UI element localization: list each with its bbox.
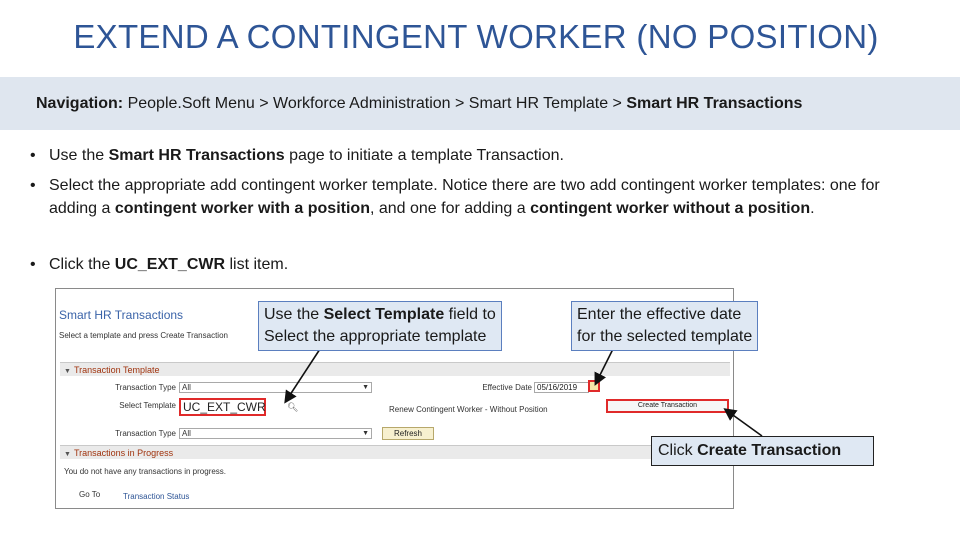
transaction-type-dropdown-2[interactable] <box>179 428 372 439</box>
section-title: Transaction Template <box>73 365 160 375</box>
template-description: Renew Contingent Worker - Without Position <box>389 405 548 414</box>
navigation-path <box>36 95 802 113</box>
page-subtitle: Select a template and press Create Transaction <box>59 331 228 340</box>
transaction-type-label: Transaction Type <box>115 383 176 392</box>
select-template-input[interactable]: UC_EXT_CWR <box>179 398 266 416</box>
navigation-trail: People.Soft Menu > Workforce Administration > Smart HR Template > <box>123 95 627 112</box>
bullet-2 <box>30 174 910 220</box>
callout-text: field to <box>444 306 496 323</box>
refresh-button[interactable]: Refresh <box>382 427 434 440</box>
dropdown-value: All <box>182 429 191 438</box>
section-title: Transactions in Progress <box>73 448 174 458</box>
callout-text: Click <box>658 442 698 459</box>
bullet-dot: • <box>30 147 36 164</box>
callout-select-template <box>258 301 502 351</box>
create-transaction-button[interactable]: Create Transaction <box>606 399 729 413</box>
dropdown-value: All <box>182 383 191 392</box>
transaction-status-link[interactable]: Transaction Status <box>123 492 190 501</box>
no-transactions-message: You do not have any transactions in progress. <box>64 467 227 476</box>
bullet-bold: UC_EXT_CWR <box>114 256 226 273</box>
transaction-type-label-2: Transaction Type <box>115 429 176 438</box>
select-template-label: Select Template <box>119 401 176 410</box>
bullet-text: list item. <box>225 256 289 273</box>
bullet-text: Select the appropriate add contingent worker template. Notice there are two add contingent worker templates: one for adding a <box>49 177 880 217</box>
bullet-bold: contingent worker with a position <box>114 200 370 217</box>
callout-text: Use the <box>264 306 324 323</box>
chevron-down-icon: ▼ <box>362 384 369 391</box>
bullet-text: . <box>810 200 815 217</box>
effective-date-input[interactable]: 05/16/2019 <box>534 382 589 393</box>
bullet-3 <box>30 253 910 276</box>
callout-text: Select the appropriate template <box>264 328 487 345</box>
bullet-dot: • <box>30 256 36 273</box>
effective-date-label: Effective Date <box>482 383 532 392</box>
navigation-current: Smart HR Transactions <box>626 95 803 112</box>
callout-effective-date <box>571 301 758 351</box>
bullet-text: Use the <box>49 147 109 164</box>
bullet-bold: Smart HR Transactions <box>108 147 285 164</box>
navigation-label: Navigation: <box>36 95 124 112</box>
callout-create-transaction <box>651 436 874 466</box>
bullet-bold: contingent worker without a position <box>530 200 811 217</box>
section-transactions-in-progress[interactable] <box>60 445 730 459</box>
bullet-dot: • <box>30 177 36 194</box>
section-transaction-template[interactable] <box>60 362 730 376</box>
callout-bold: Select Template <box>323 306 445 323</box>
bullet-text: page to initiate a template Transaction. <box>284 147 564 164</box>
callout-bold: Create Transaction <box>697 442 842 459</box>
bullet-text: Click the <box>49 256 115 273</box>
callout-text: for the selected template <box>577 328 753 345</box>
collapse-triangle-icon: ▼ <box>64 451 71 458</box>
slide-title: EXTEND A CONTINGENT WORKER (NO POSITION) <box>73 18 879 55</box>
bullet-1 <box>30 144 910 167</box>
callout-text: Enter the effective date <box>577 306 742 323</box>
page-title: Smart HR Transactions <box>59 308 184 322</box>
chevron-down-icon: ▼ <box>362 430 369 437</box>
calendar-icon[interactable] <box>588 380 600 392</box>
bullet-text: , and one for adding a <box>369 200 531 217</box>
collapse-triangle-icon: ▼ <box>64 368 71 375</box>
transaction-type-dropdown[interactable] <box>179 382 372 393</box>
search-icon[interactable]: 🔍︎ <box>287 402 299 412</box>
goto-label: Go To <box>79 490 101 499</box>
